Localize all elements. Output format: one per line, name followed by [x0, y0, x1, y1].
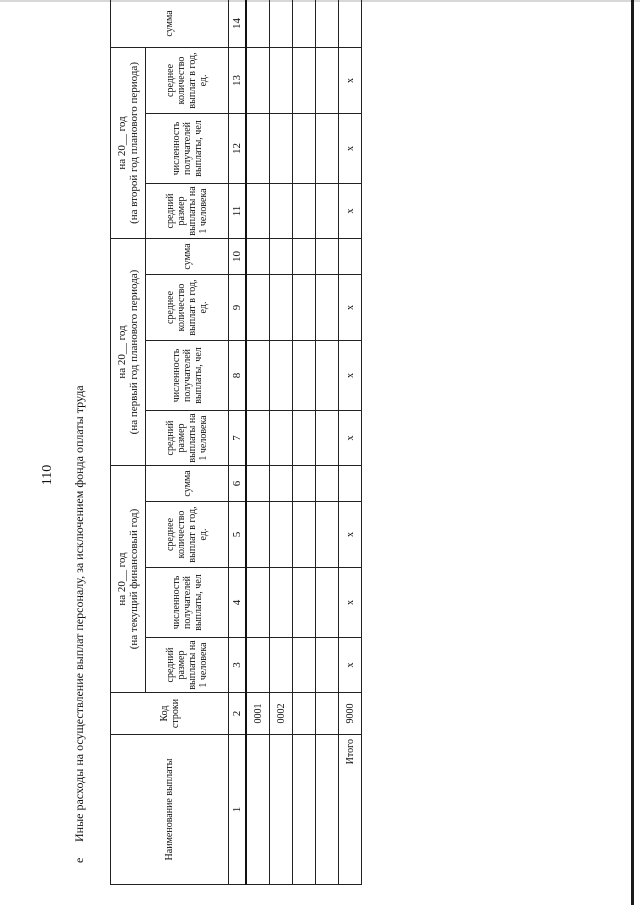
colnum: 3	[229, 638, 247, 693]
total-cell	[339, 0, 362, 47]
colnum: 8	[229, 340, 247, 410]
table-caption	[72, 163, 87, 863]
total-cell: x	[339, 502, 362, 568]
header-code: Код строки	[111, 693, 229, 735]
colnum: 14	[229, 0, 247, 47]
caption-text: Иные расходы на осуществление выплат персоналу, за исключением фонда оплаты труда	[72, 385, 86, 842]
total-cell: x	[339, 274, 362, 340]
row-code	[316, 693, 339, 735]
sub-sum-first: сумма	[146, 238, 229, 274]
sub-avg-size-second: средний размер выплаты на 1 человека	[146, 183, 229, 238]
header-period-first	[111, 238, 146, 465]
total-cell: x	[339, 47, 362, 113]
row-name	[246, 735, 270, 885]
sub-count-first: численность получателей выплаты, чел	[146, 340, 229, 410]
row-name	[293, 735, 316, 885]
colnum: 13	[229, 47, 247, 113]
colnum: 12	[229, 113, 247, 183]
sub-avg-count-current: среднее количество выплат в год, ед.	[146, 502, 229, 568]
row-code	[293, 693, 316, 735]
period-second-line2: (на второй год планового периода)	[128, 62, 140, 224]
caption-marker: е	[72, 857, 86, 863]
total-label: Итого	[339, 735, 362, 885]
sub-avg-count-second: среднее количество выплат в год, ед.	[146, 47, 229, 113]
total-row	[339, 0, 362, 885]
row-name	[270, 735, 293, 885]
period-current-line2: (на текущий финансовый год)	[128, 508, 140, 650]
total-cell: x	[339, 183, 362, 238]
table-row	[316, 0, 339, 885]
colnum: 5	[229, 502, 247, 568]
header-period-current	[111, 465, 146, 692]
colnum: 10	[229, 238, 247, 274]
total-cell	[339, 465, 362, 501]
table-row	[246, 0, 270, 885]
colnum: 11	[229, 183, 247, 238]
period-first-line2: (на первый год планового периода)	[128, 269, 140, 435]
row-code: 0002	[270, 693, 293, 735]
header-name: Наименование выплаты	[111, 735, 229, 885]
total-code: 9000	[339, 693, 362, 735]
sub-avg-size-first: средний размер выплаты на 1 человека	[146, 410, 229, 465]
period-current-line1: на 20__ год	[115, 552, 128, 606]
total-cell: x	[339, 568, 362, 638]
payments-table	[110, 0, 362, 885]
table-row	[293, 0, 316, 885]
sub-sum-current: сумма	[146, 465, 229, 501]
row-code: 0001	[246, 693, 270, 735]
sub-avg-size-current: средний размер выплаты на 1 человека	[146, 638, 229, 693]
total-cell: x	[339, 113, 362, 183]
colnum: 1	[229, 735, 247, 885]
sub-count-second: численность получателей выплаты, чел	[146, 113, 229, 183]
row-name	[316, 735, 339, 885]
colnum: 4	[229, 568, 247, 638]
column-number-row	[229, 0, 247, 885]
sub-avg-count-first: среднее количество выплат в год, ед.	[146, 274, 229, 340]
total-cell	[339, 238, 362, 274]
colnum: 2	[229, 693, 247, 735]
table-row	[270, 0, 293, 885]
period-first-line1: на 20__ год	[115, 325, 128, 379]
total-cell: x	[339, 410, 362, 465]
header-sum-last: сумма	[111, 0, 229, 47]
colnum: 6	[229, 465, 247, 501]
page-number: 110	[40, 464, 55, 486]
colnum: 7	[229, 410, 247, 465]
sub-count-current: численность получателей выплаты, чел	[146, 568, 229, 638]
total-cell: x	[339, 340, 362, 410]
period-second-line1: на 20__ год	[115, 116, 128, 170]
header-period-second	[111, 47, 146, 238]
total-cell: x	[339, 638, 362, 693]
colnum: 9	[229, 274, 247, 340]
